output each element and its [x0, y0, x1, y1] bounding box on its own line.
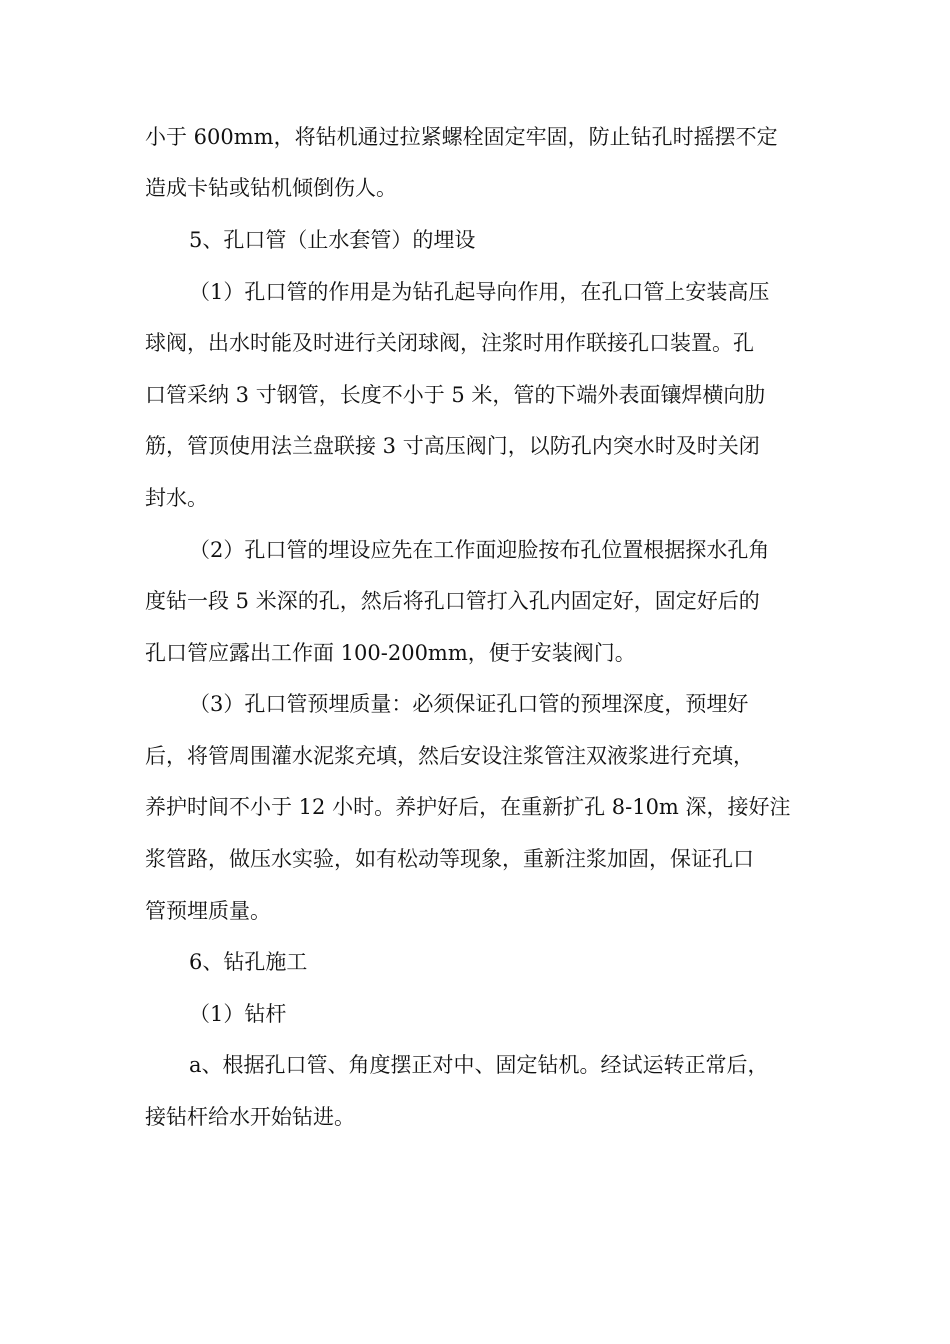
- paragraph-line: 小于 600mm，将钻机通过拉紧螺栓固定牢固，防止钻孔时摇摆不定: [145, 125, 778, 149]
- subsection-heading: （1）钻杆: [189, 1002, 287, 1026]
- paragraph-line: 度钻一段 5 米深的孔，然后将孔口管打入孔内固定好，固定好后的: [145, 589, 760, 613]
- section-heading: 5、孔口管（止水套管）的埋设: [189, 228, 476, 252]
- paragraph-line: 管预埋质量。: [145, 899, 271, 923]
- paragraph-line: 浆管路，做压水实验，如有松动等现象，重新注浆加固，保证孔口: [145, 847, 754, 871]
- paragraph-line: 接钻杆给水开始钻进。: [145, 1105, 355, 1129]
- paragraph-line: a、根据孔口管、角度摆正对中、固定钻机。经试运转正常后，: [189, 1053, 769, 1077]
- paragraph-line: 筋，管顶使用法兰盘联接 3 寸高压阀门，以防孔内突水时及时关闭: [145, 434, 760, 458]
- section-heading: 6、钻孔施工: [189, 950, 308, 974]
- paragraph-line: 口管采纳 3 寸钢管，长度不小于 5 米，管的下端外表面镶焊横向肋: [145, 383, 766, 407]
- paragraph-line: 球阀，出水时能及时进行关闭球阀，注浆时用作联接孔口装置。孔: [145, 331, 754, 355]
- paragraph-line: （1）孔口管的作用是为钻孔起导向作用，在孔口管上安装高压: [189, 280, 770, 304]
- paragraph-line: 孔口管应露出工作面 100-200mm，便于安装阀门。: [145, 641, 636, 665]
- paragraph-line: （3）孔口管预埋质量：必须保证孔口管的预埋深度，预埋好: [189, 692, 749, 716]
- paragraph-line: 后，将管周围灌水泥浆充填，然后安设注浆管注双液浆进行充填，: [145, 744, 754, 768]
- paragraph-line: （2）孔口管的埋设应先在工作面迎脸按布孔位置根据探水孔角: [189, 538, 770, 562]
- paragraph-line: 封水。: [145, 486, 208, 510]
- paragraph-line: 养护时间不小于 12 小时。养护好后，在重新扩孔 8-10m 深，接好注: [145, 795, 791, 819]
- paragraph-line: 造成卡钻或钻机倾倒伤人。: [145, 176, 397, 200]
